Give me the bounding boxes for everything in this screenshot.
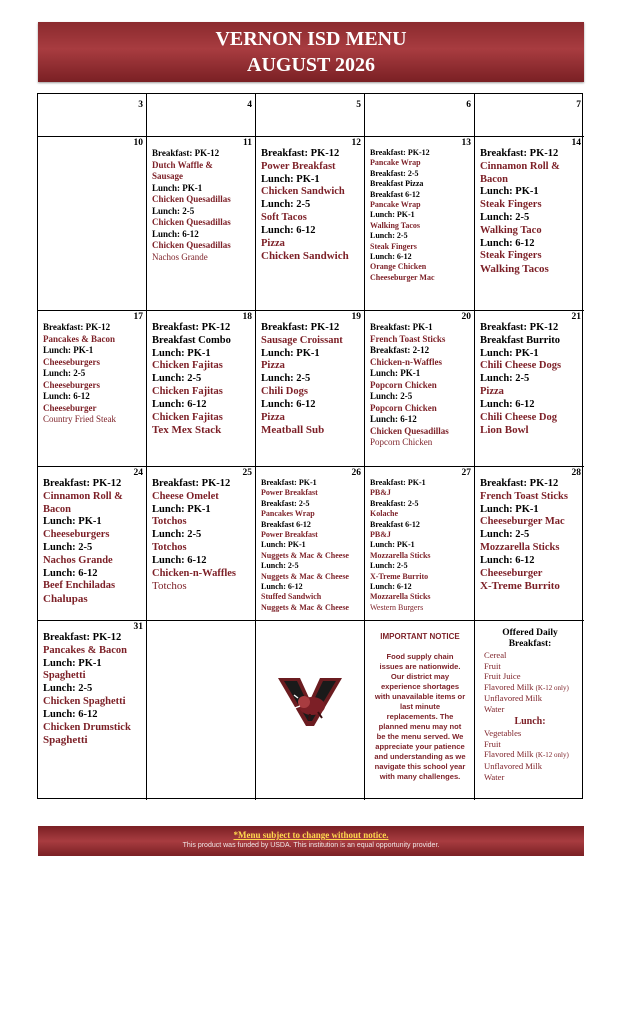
- menu-item: Pancakes & Bacon: [43, 644, 127, 656]
- day-menu: [152, 478, 251, 593]
- menu-item: Chicken Quesadillas: [152, 194, 231, 204]
- day-number: 6: [466, 100, 471, 110]
- day-number: 14: [571, 138, 581, 148]
- menu-item: Chicken Quesadillas: [152, 240, 231, 250]
- day-number: 10: [133, 138, 143, 148]
- day-number: 24: [133, 468, 143, 478]
- meal-label: Lunch: PK-1: [152, 503, 211, 515]
- menu-item: Spaghetti: [43, 734, 88, 747]
- menu-item: French Toast Sticks: [480, 490, 568, 502]
- menu-item: Pizza: [480, 385, 504, 397]
- menu-item: Chicken Fajitas: [152, 385, 223, 397]
- meal-label: Breakfast: PK-1: [261, 478, 317, 487]
- day-menu: [152, 148, 251, 263]
- meal-label: Breakfast: PK-12: [370, 148, 430, 157]
- meal-label: Lunch: 6-12: [152, 554, 207, 566]
- meal-label: Lunch: 2-5: [370, 561, 408, 571]
- meal-label: Lunch: 6-12: [43, 708, 98, 720]
- menu-item: Chicken-n-Waffles: [370, 356, 442, 367]
- calendar-day-28: [475, 467, 584, 621]
- meal-label: Lunch: PK-1: [370, 368, 421, 378]
- offered-daily: [475, 621, 584, 800]
- meal-label: Breakfast: PK-1: [370, 478, 426, 487]
- meal-label: Lunch: PK-1: [261, 540, 306, 550]
- day-menu: [43, 478, 142, 606]
- meal-label: Lunch: 6-12: [261, 398, 316, 410]
- menu-item: Power Breakfast: [261, 488, 318, 498]
- notice-line: be the menu served. We: [376, 732, 464, 741]
- day-number: 25: [242, 468, 252, 478]
- menu-item: Steak Fingers: [480, 250, 542, 262]
- calendar-day-17: [38, 311, 147, 467]
- calendar-day-6: [365, 94, 475, 137]
- menu-item: French Toast Sticks: [370, 333, 446, 344]
- meal-label: Lunch: 2-5: [152, 529, 202, 541]
- menu-item: Bacon: [43, 503, 72, 515]
- calendar-day-31: [38, 621, 147, 800]
- calendar-day-26: [256, 467, 365, 621]
- menu-item: Pizza: [261, 237, 285, 249]
- menu-item: Cheeseburger: [480, 567, 543, 579]
- menu-title: VERNON ISD MENU: [215, 28, 407, 50]
- day-number: 5: [356, 100, 361, 110]
- menu-item: Cinnamon Roll &: [480, 160, 560, 172]
- meal-label: Lunch: 6-12: [480, 237, 535, 249]
- menu-item: Steak Fingers: [480, 199, 542, 211]
- meal-label: Breakfast: 2-5: [370, 168, 419, 178]
- day-menu: [370, 322, 470, 449]
- calendar-day-11: [147, 137, 256, 311]
- daily-item: Unflavored Milk: [484, 760, 542, 771]
- meal-label: Lunch: 2-5: [370, 231, 408, 241]
- menu-item: X-Treme Burrito: [370, 571, 429, 581]
- day-number: 31: [133, 622, 143, 632]
- menu-item: PB&J: [370, 488, 391, 498]
- menu-item: Cheese Omelet: [152, 490, 219, 502]
- meal-label: Lunch: 2-5: [370, 391, 413, 401]
- meal-label: Lunch: PK-1: [480, 347, 539, 359]
- menu-item: Sausage Croissant: [261, 334, 343, 346]
- menu-item: Cheeseburger Mac: [480, 516, 565, 528]
- menu-item: Kolache: [370, 509, 398, 519]
- daily-item-note: (K-12 only): [535, 683, 569, 692]
- meal-label: Lunch: PK-1: [261, 173, 320, 185]
- daily-item: Unflavored Milk: [484, 693, 542, 704]
- calendar-day-7: [475, 94, 584, 137]
- day-menu: [261, 322, 360, 437]
- menu-header: [38, 22, 584, 82]
- notice-line: and understanding as we: [374, 752, 466, 761]
- menu-item: Chicken Quesadillas: [370, 425, 449, 436]
- meal-label: Lunch: 6-12: [43, 391, 90, 401]
- calendar-day-19: [256, 311, 365, 467]
- day-number: 12: [351, 138, 361, 148]
- notice-line: replacements. The: [386, 712, 454, 721]
- menu-item: Lion Bowl: [480, 424, 529, 437]
- daily-item: Vegetables: [484, 728, 522, 739]
- meal-label: Breakfast: PK-12: [480, 478, 559, 489]
- menu-item: Dutch Waffle &: [152, 159, 213, 170]
- offered-daily-title: Offered Daily: [502, 628, 558, 638]
- daily-item: Flavored Milk (K-12 only): [484, 749, 569, 760]
- menu-item: Chicken Fajitas: [152, 411, 223, 423]
- menu-item: Totchos: [152, 541, 187, 553]
- meal-label: Lunch: 2-5: [261, 373, 311, 385]
- menu-item: Stuffed Sandwich: [261, 592, 322, 602]
- meal-label: Lunch: 6-12: [370, 252, 412, 262]
- menu-item: Sausage: [152, 171, 184, 181]
- notice-line: last minute: [399, 702, 441, 711]
- menu-item: Walking Taco: [480, 224, 542, 236]
- menu-item: Western Burgers: [370, 602, 424, 612]
- day-menu: [480, 322, 580, 437]
- menu-item: Chili Cheese Dogs: [480, 360, 562, 372]
- day-menu: [370, 148, 470, 283]
- menu-item: Bacon: [480, 173, 509, 185]
- notice-line: Our district may: [390, 672, 450, 681]
- menu-item: Walking Tacos: [480, 263, 549, 276]
- menu-item: Orange Chicken: [370, 262, 427, 272]
- meal-label: Lunch: 6-12: [261, 582, 303, 592]
- menu-item: Pancake Wrap: [370, 200, 421, 210]
- logo-cell: [256, 621, 365, 800]
- meal-label: Breakfast: PK-12: [152, 478, 231, 489]
- menu-item: Totchos: [152, 580, 187, 593]
- day-menu: [370, 478, 470, 613]
- notice-line: appreciate your patience: [375, 742, 465, 751]
- calendar-day-25: [147, 467, 256, 621]
- meal-label: Breakfast: PK-1: [370, 322, 433, 332]
- meal-label: Lunch: 2-5: [480, 529, 530, 541]
- menu-item: Cheeseburgers: [43, 356, 100, 367]
- daily-item: Flavored Milk (K-12 only): [484, 681, 569, 692]
- meal-label: Lunch: 2-5: [480, 211, 530, 223]
- menu-item: Chalupas: [43, 593, 88, 606]
- menu-item: Cheeseburger Mac: [370, 272, 435, 282]
- meal-label: Lunch: PK-1: [152, 347, 211, 359]
- meal-label: Lunch: PK-1: [370, 210, 415, 220]
- daily-item: Cereal: [484, 650, 507, 660]
- meal-label: Breakfast: PK-12: [480, 322, 559, 333]
- meal-label: Breakfast: PK-12: [43, 478, 122, 489]
- menu-item: Popcorn Chicken: [370, 379, 437, 390]
- meal-label: Lunch: 2-5: [43, 683, 93, 695]
- daily-item: Water: [484, 703, 505, 714]
- calendar-day-5: [256, 94, 365, 137]
- daily-item: Fruit: [484, 660, 501, 671]
- calendar-day-24: [38, 467, 147, 621]
- meal-label: Breakfast Burrito: [480, 334, 561, 346]
- day-menu: [261, 148, 360, 263]
- meal-label: Lunch: PK-1: [43, 657, 102, 669]
- change-notice: *Menu subject to change without notice.: [233, 830, 389, 840]
- menu-month: AUGUST 2026: [247, 54, 375, 76]
- day-number: 19: [351, 312, 361, 322]
- meal-label: Lunch: 6-12: [370, 414, 417, 424]
- day-number: 26: [351, 468, 361, 478]
- menu-item: Nuggets & Mac & Cheese: [261, 602, 349, 612]
- meal-label: Lunch: 2-5: [261, 199, 311, 211]
- daily-item: Fruit: [484, 738, 501, 749]
- calendar-day-12: [256, 137, 365, 311]
- meal-label: Lunch: 2-5: [43, 368, 86, 378]
- calendar-day-13: [365, 137, 475, 311]
- meal-label: Lunch: 2-5: [152, 373, 202, 385]
- notice-line: experience shortages: [380, 682, 460, 691]
- meal-label: Breakfast Pizza: [370, 179, 424, 189]
- calendar-day-21: [475, 311, 584, 467]
- meal-label: Breakfast 6-12: [261, 519, 311, 529]
- meal-label: Lunch: PK-1: [480, 186, 539, 198]
- daily-item: Fruit Juice: [484, 671, 521, 682]
- menu-item: Nachos Grande: [152, 251, 208, 262]
- menu-item: Nachos Grande: [43, 554, 113, 566]
- meal-label: Lunch: PK-1: [43, 345, 94, 355]
- day-menu: [480, 478, 580, 593]
- menu-item: Nuggets & Mac & Cheese: [261, 550, 349, 560]
- meal-label: Lunch: 6-12: [480, 554, 535, 566]
- notice-line: navigate this school year: [374, 762, 466, 771]
- meal-label: Breakfast: 2-5: [261, 498, 310, 508]
- lion-v-logo-icon: [278, 676, 342, 728]
- notice-line: issues are nationwide.: [379, 662, 461, 671]
- breakfast-heading: Breakfast:: [508, 639, 552, 649]
- meal-label: Lunch: PK-1: [480, 503, 539, 515]
- calendar-day-18: [147, 311, 256, 467]
- notice-line: with unavailable items or: [374, 692, 466, 701]
- menu-item: Chicken Fajitas: [152, 360, 223, 372]
- day-number: 3: [138, 100, 143, 110]
- meal-label: Lunch: 2-5: [480, 373, 530, 385]
- menu-item: Cheeseburgers: [43, 379, 100, 390]
- menu-item: Pizza: [261, 360, 285, 372]
- important-notice: [365, 621, 475, 800]
- daily-item-note: (K-12 only): [535, 751, 569, 760]
- menu-item: Pizza: [261, 411, 285, 423]
- meal-label: Breakfast: PK-12: [43, 322, 111, 332]
- meal-label: Lunch: 6-12: [43, 567, 98, 579]
- meal-label: Breakfast: PK-12: [43, 632, 122, 643]
- menu-item: Country Fried Steak: [43, 414, 116, 424]
- menu-item: Chili Cheese Dog: [480, 411, 557, 423]
- meal-label: Breakfast 6-12: [370, 519, 420, 529]
- calendar-day-4: [147, 94, 256, 137]
- menu-item: Beef Enchiladas: [43, 580, 116, 592]
- menu-item: Chicken Sandwich: [261, 250, 349, 263]
- meal-label: Breakfast: PK-12: [261, 148, 340, 159]
- notice-line: planned menu may not: [378, 722, 462, 731]
- calendar-day-20: [365, 311, 475, 467]
- menu-item: Tex Mex Stack: [152, 424, 222, 437]
- menu-item: Power Breakfast: [261, 160, 336, 172]
- menu-item: Mozzarella Sticks: [370, 550, 431, 560]
- day-number: 18: [242, 312, 252, 322]
- meal-label: Lunch: PK-1: [152, 182, 203, 193]
- menu-item: PB&J: [370, 530, 391, 540]
- menu-item: Soft Tacos: [261, 211, 307, 223]
- daily-item: Water: [484, 771, 505, 782]
- day-number: 13: [461, 138, 471, 148]
- menu-item: Spaghetti: [43, 670, 86, 682]
- menu-item: Walking Tacos: [370, 220, 421, 230]
- menu-item: Mozzarella Sticks: [480, 541, 560, 553]
- notice-line: Food supply chain: [386, 652, 454, 661]
- day-number: 4: [247, 100, 252, 110]
- day-menu: [480, 148, 580, 276]
- menu-item: Pancake Wrap: [370, 158, 421, 168]
- meal-label: Breakfast: PK-12: [261, 322, 340, 333]
- menu-item: Cheeseburger: [43, 402, 97, 413]
- menu-item: Pancakes Wrap: [261, 509, 315, 519]
- day-number: 17: [133, 312, 143, 322]
- menu-item: Cheeseburgers: [43, 529, 110, 541]
- day-menu: [152, 322, 251, 437]
- day-number: 20: [461, 312, 471, 322]
- menu-item: Steak Fingers: [370, 241, 417, 251]
- day-number: 21: [571, 312, 581, 322]
- menu-item: Nuggets & Mac & Cheese: [261, 571, 349, 581]
- menu-item: Meatball Sub: [261, 424, 325, 437]
- meal-label: Breakfast: PK-12: [152, 322, 231, 333]
- menu-item: Chicken Sandwich: [261, 186, 345, 198]
- menu-item: Chili Dogs: [261, 385, 308, 397]
- meal-label: Lunch: 2-5: [152, 205, 195, 216]
- lunch-heading: Lunch:: [514, 715, 546, 727]
- meal-label: Breakfast: 2-5: [370, 498, 419, 508]
- menu-item: X-Treme Burrito: [480, 580, 560, 593]
- meal-label: Lunch: PK-1: [261, 347, 320, 359]
- meal-label: Lunch: PK-1: [370, 540, 415, 550]
- day-number: 7: [576, 100, 581, 110]
- menu-item: Mozzarella Sticks: [370, 592, 431, 602]
- menu-calendar: [37, 93, 583, 799]
- calendar-blank-cell: [147, 621, 256, 800]
- menu-item: Chicken-n-Waffles: [152, 567, 236, 579]
- menu-item: Power Breakfast: [261, 530, 318, 540]
- meal-label: Lunch: 6-12: [152, 398, 207, 410]
- day-number: 28: [571, 468, 581, 478]
- day-menu: [261, 478, 360, 613]
- menu-item: Chicken Spaghetti: [43, 695, 126, 707]
- meal-label: Breakfast: PK-12: [152, 148, 220, 158]
- calendar-day-10: [38, 137, 147, 311]
- meal-label: Breakfast: PK-12: [480, 148, 559, 159]
- menu-item: Totchos: [152, 516, 187, 528]
- menu-item: Chicken Quesadillas: [152, 217, 231, 227]
- day-menu: [43, 322, 142, 426]
- notice-title: IMPORTANT NOTICE: [380, 632, 460, 641]
- notice-line: with many challenges.: [379, 772, 461, 781]
- meal-label: Lunch: 6-12: [152, 228, 199, 239]
- meal-label: Lunch: 6-12: [370, 582, 412, 592]
- menu-item: Pancakes & Bacon: [43, 333, 115, 344]
- calendar-day-14: [475, 137, 584, 311]
- meal-label: Breakfast 6-12: [370, 189, 420, 199]
- meal-label: Lunch: 6-12: [261, 224, 316, 236]
- calendar-day-3: [38, 94, 147, 137]
- meal-label: Lunch: 6-12: [480, 398, 535, 410]
- day-number: 11: [243, 138, 252, 148]
- day-number: 27: [461, 468, 471, 478]
- meal-label: Breakfast Combo: [152, 334, 231, 346]
- day-menu: [43, 632, 142, 747]
- menu-item: Popcorn Chicken: [370, 437, 433, 447]
- menu-footer: [38, 826, 584, 856]
- menu-item: Chicken Drumstick: [43, 721, 131, 733]
- menu-item: Popcorn Chicken: [370, 402, 437, 413]
- meal-label: Lunch: 2-5: [261, 561, 299, 571]
- menu-item: Cinnamon Roll &: [43, 490, 123, 502]
- meal-label: Lunch: PK-1: [43, 516, 102, 528]
- calendar-day-27: [365, 467, 475, 621]
- meal-label: Breakfast: 2-12: [370, 345, 430, 355]
- meal-label: Lunch: 2-5: [43, 541, 93, 553]
- usda-statement: This product was funded by USDA. This institution is an equal opportunity provider.: [182, 842, 440, 849]
